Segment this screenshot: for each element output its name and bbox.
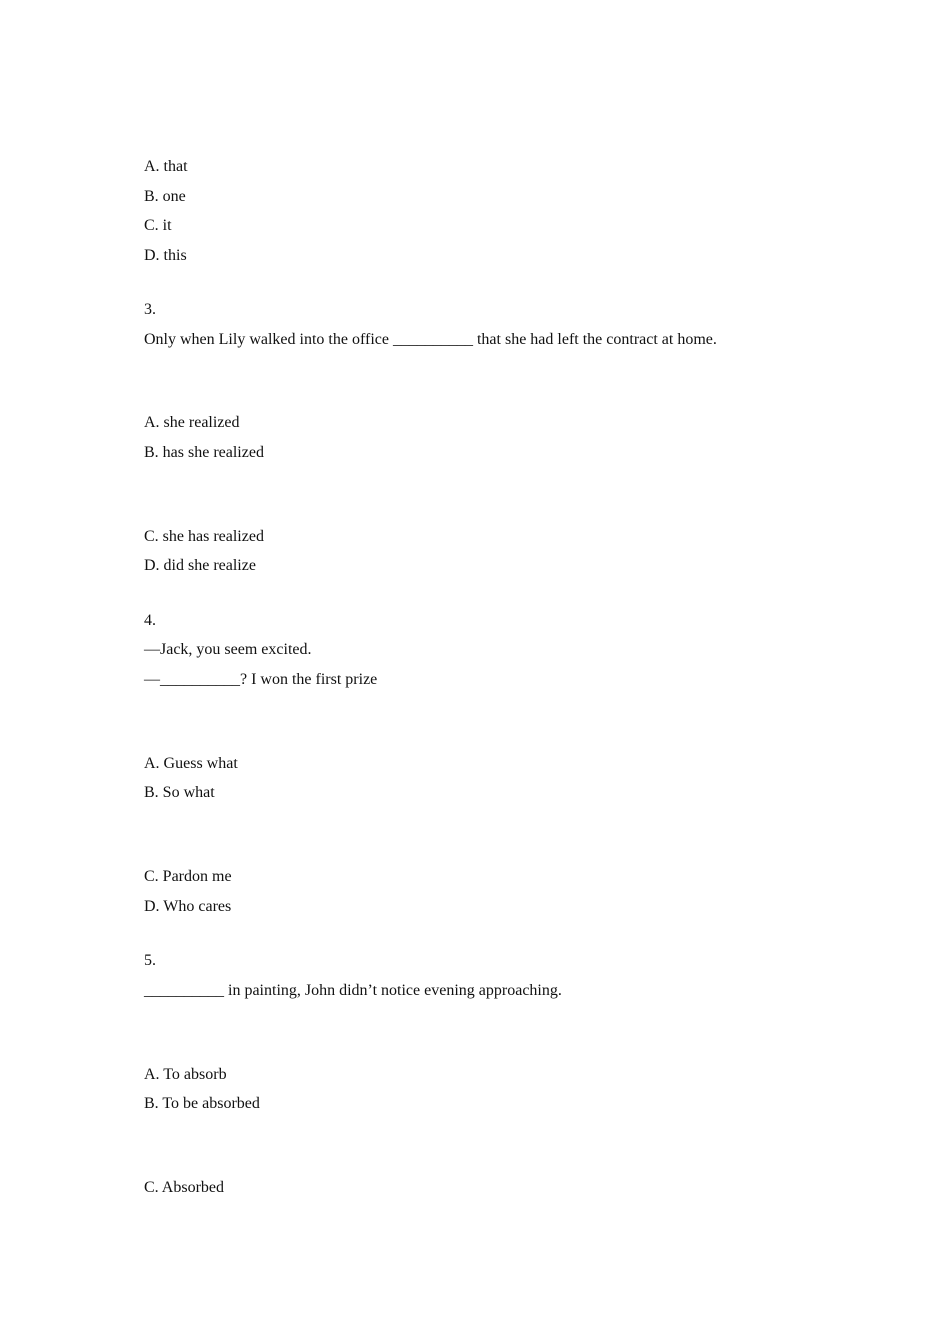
question-number: 5. [144,952,156,969]
option-b: B. one [144,188,186,205]
option-b: B. To be absorbed [144,1095,260,1112]
option-c: C. Pardon me [144,868,232,885]
option-c: C. it [144,217,172,234]
option-b: B. has she realized [144,444,264,461]
question-stem: __________ in painting, John didn’t notice evening approaching. [144,982,562,999]
question-stem-line-2: —__________? I won the first prize [144,671,378,688]
question-stem: Only when Lily walked into the office __________ that she had left the contract at home. [144,331,717,348]
option-d: D. Who cares [144,898,232,915]
option-d: D. this [144,247,187,264]
option-c: C. she has realized [144,528,264,545]
option-d: D. did she realize [144,557,256,574]
option-a: A. she realized [144,414,240,431]
option-b: B. So what [144,784,215,801]
option-a: A. To absorb [144,1066,227,1083]
option-a: A. Guess what [144,755,238,772]
question-number: 4. [144,612,156,629]
option-c: C. Absorbed [144,1179,224,1196]
option-a: A. that [144,158,188,175]
question-number: 3. [144,301,156,318]
question-stem-line-1: —Jack, you seem excited. [144,641,312,658]
